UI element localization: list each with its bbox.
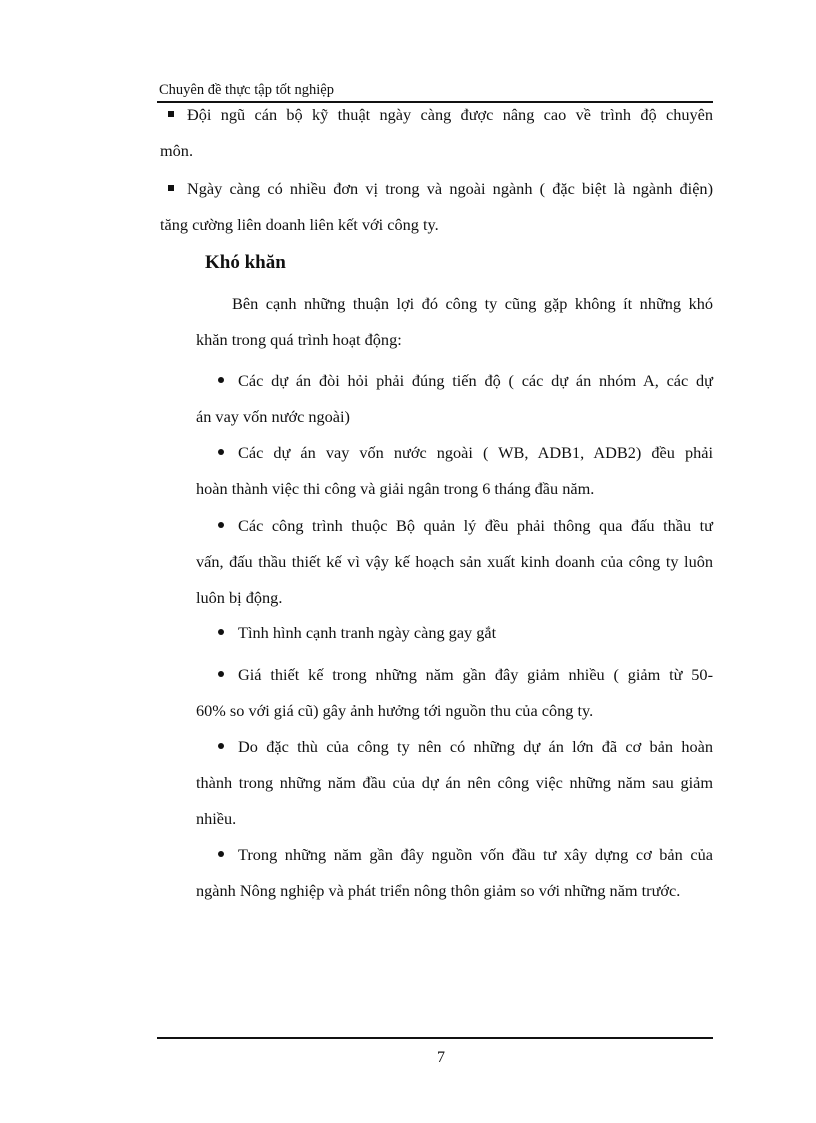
advantage-item-2-rest: tăng cường liên doanh liên kết với công ty. — [160, 215, 439, 234]
square-bullet-icon — [168, 185, 174, 191]
difficulty-item-7-line1: Trong những năm gần đây nguồn vốn đầu tư xây dựng cơ bản của — [238, 845, 713, 864]
difficulty-item-3-line1: Các công trình thuộc Bộ quản lý đều phải thông qua đấu thầu tư — [238, 516, 713, 535]
footer-divider — [157, 1037, 713, 1039]
difficulty-item-6 — [196, 729, 713, 837]
difficulty-item-4-line1: Tình hình cạnh tranh ngày càng gay gắt — [238, 623, 497, 642]
bullet-dot-icon — [218, 851, 224, 857]
difficulty-item-2 — [196, 435, 713, 507]
difficulty-item-6-rest: thành trong những năm đầu của dự án nên công việc những năm sau giảm nhiều. — [196, 773, 713, 828]
advantage-item-1 — [160, 97, 713, 169]
difficulty-item-2-rest: hoàn thành việc thi công và giải ngân trong 6 tháng đầu năm. — [196, 479, 595, 498]
difficulty-item-1-rest: án vay vốn nước ngoài) — [196, 407, 350, 426]
advantage-item-2 — [160, 171, 713, 243]
difficulty-item-5 — [196, 657, 713, 729]
difficulty-item-3 — [196, 508, 713, 616]
difficulties-intro — [196, 286, 713, 358]
difficulty-item-1-line1: Các dự án đòi hỏi phải đúng tiến độ ( các dự án nhóm A, các dự — [238, 371, 713, 390]
page-header-title: Chuyên đề thực tập tốt nghiệp — [159, 82, 334, 98]
bullet-dot-icon — [218, 629, 224, 635]
bullet-dot-icon — [218, 522, 224, 528]
difficulties-intro-line1: Bên cạnh những thuận lợi đó công ty cũng gặp không ít những khó — [232, 294, 713, 313]
difficulty-item-1 — [196, 363, 713, 435]
difficulty-item-4 — [196, 615, 713, 651]
difficulty-item-5-rest: 60% so với giá cũ) gây ảnh hưởng tới nguồn thu của công ty. — [196, 701, 594, 720]
difficulty-item-7-rest: ngành Nông nghiệp và phát triển nông thôn giảm so với những năm trước. — [196, 881, 681, 900]
difficulty-item-7 — [196, 837, 713, 909]
advantage-item-1-line1: Đội ngũ cán bộ kỹ thuật ngày càng được nâng cao về trình độ chuyên — [187, 105, 713, 124]
bullet-dot-icon — [218, 449, 224, 455]
page-number: 7 — [437, 1049, 445, 1066]
bullet-dot-icon — [218, 377, 224, 383]
difficulties-intro-rest: khăn trong quá trình hoạt động: — [196, 330, 402, 349]
difficulty-item-6-line1: Do đặc thù của công ty nên có những dự án lớn đã cơ bản hoàn — [238, 737, 713, 756]
advantage-item-2-line1: Ngày càng có nhiều đơn vị trong và ngoài ngành ( đặc biệt là ngành điện) — [187, 179, 713, 198]
bullet-dot-icon — [218, 743, 224, 749]
difficulty-item-2-line1: Các dự án vay vốn nước ngoài ( WB, ADB1, ADB2) đều phải — [238, 443, 713, 462]
difficulty-item-3-rest: vấn, đấu thầu thiết kế vì vậy kế hoạch sản xuất kinh doanh của công ty luôn luôn bị động. — [196, 552, 713, 607]
difficulty-item-5-line1: Giá thiết kế trong những năm gần đây giảm nhiều ( giảm từ 50- — [238, 665, 713, 684]
square-bullet-icon — [168, 111, 174, 117]
bullet-dot-icon — [218, 671, 224, 677]
advantage-item-1-rest: môn. — [160, 141, 194, 160]
section-heading-difficulties: Khó khăn — [205, 252, 286, 273]
